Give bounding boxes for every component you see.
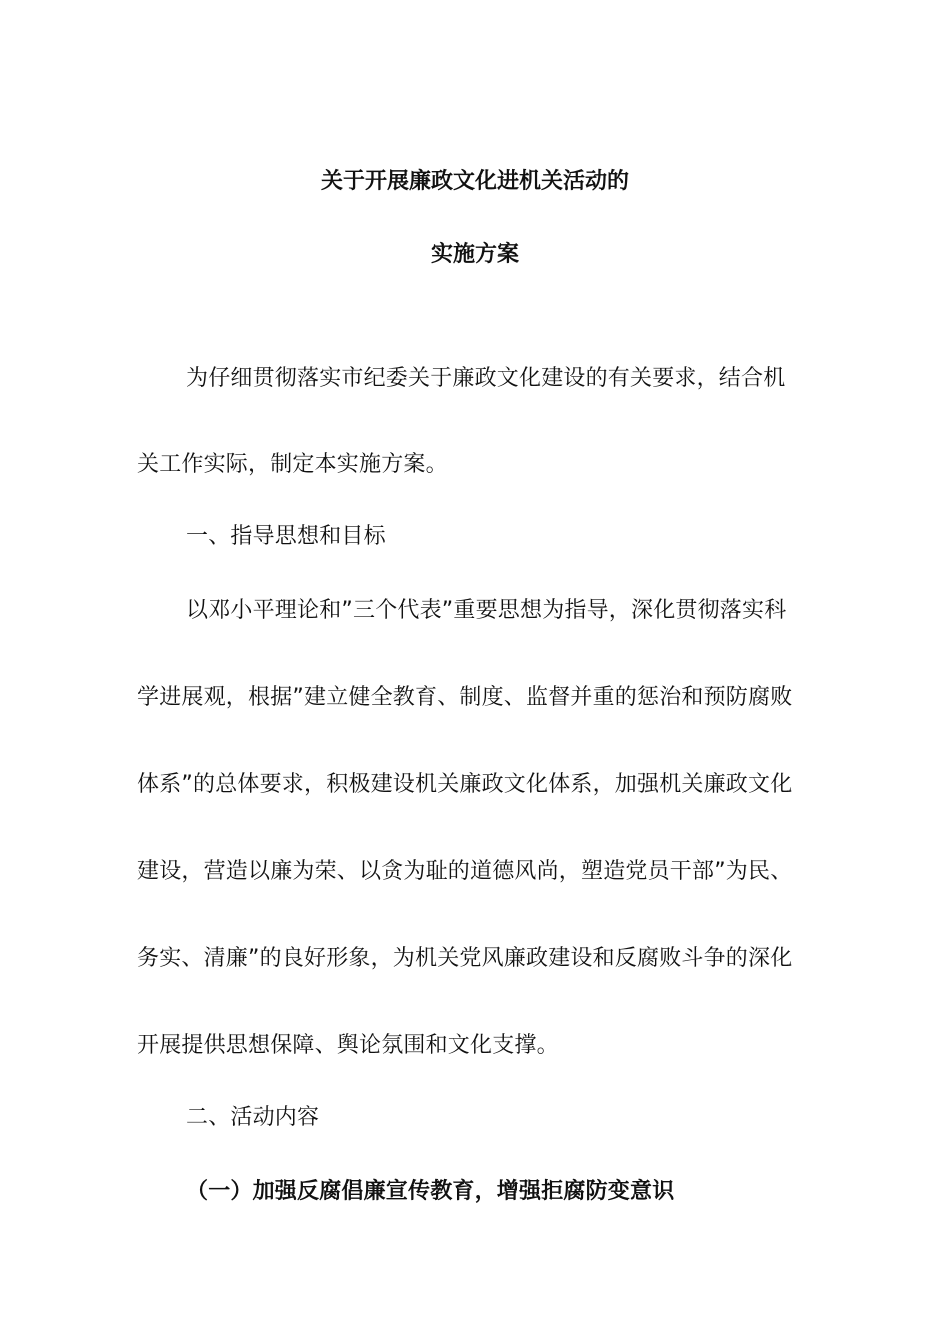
section-1-line-4: 建设，营造以廉为荣、以贪为耻的道德风尚，塑造党员干部”为民、 [137,859,793,884]
section-1-heading: 一、指导思想和目标 [186,524,386,549]
section-1-line-6: 开展提供思想保障、舆论氛围和文化支撑。 [137,1033,559,1058]
document-title-line-2: 实施方案 [430,242,519,267]
subsection-1-heading: （一）加强反腐倡廉宣传教育，增强拒腐防变意识 [186,1179,675,1204]
document-title-line-1: 关于开展廉政文化进机关活动的 [320,169,629,194]
section-1-line-2: 学进展观，根据”建立健全教育、制度、监督并重的惩治和预防腐败 [137,685,793,710]
section-1-line-1: 以邓小平理论和”三个代表”重要思想为指导，深化贯彻落实科 [186,598,787,623]
section-1-line-5: 务实、清廉”的良好形象，为机关党风廉政建设和反腐败斗争的深化 [137,946,793,971]
intro-line-2: 关工作实际，制定本实施方案。 [137,452,448,477]
section-2-heading: 二、活动内容 [186,1105,320,1130]
section-1-line-3: 体系”的总体要求，积极建设机关廉政文化体系，加强机关廉政文化 [137,772,793,797]
intro-line-1: 为仔细贯彻落实市纪委关于廉政文化建设的有关要求，结合机 [186,366,786,391]
